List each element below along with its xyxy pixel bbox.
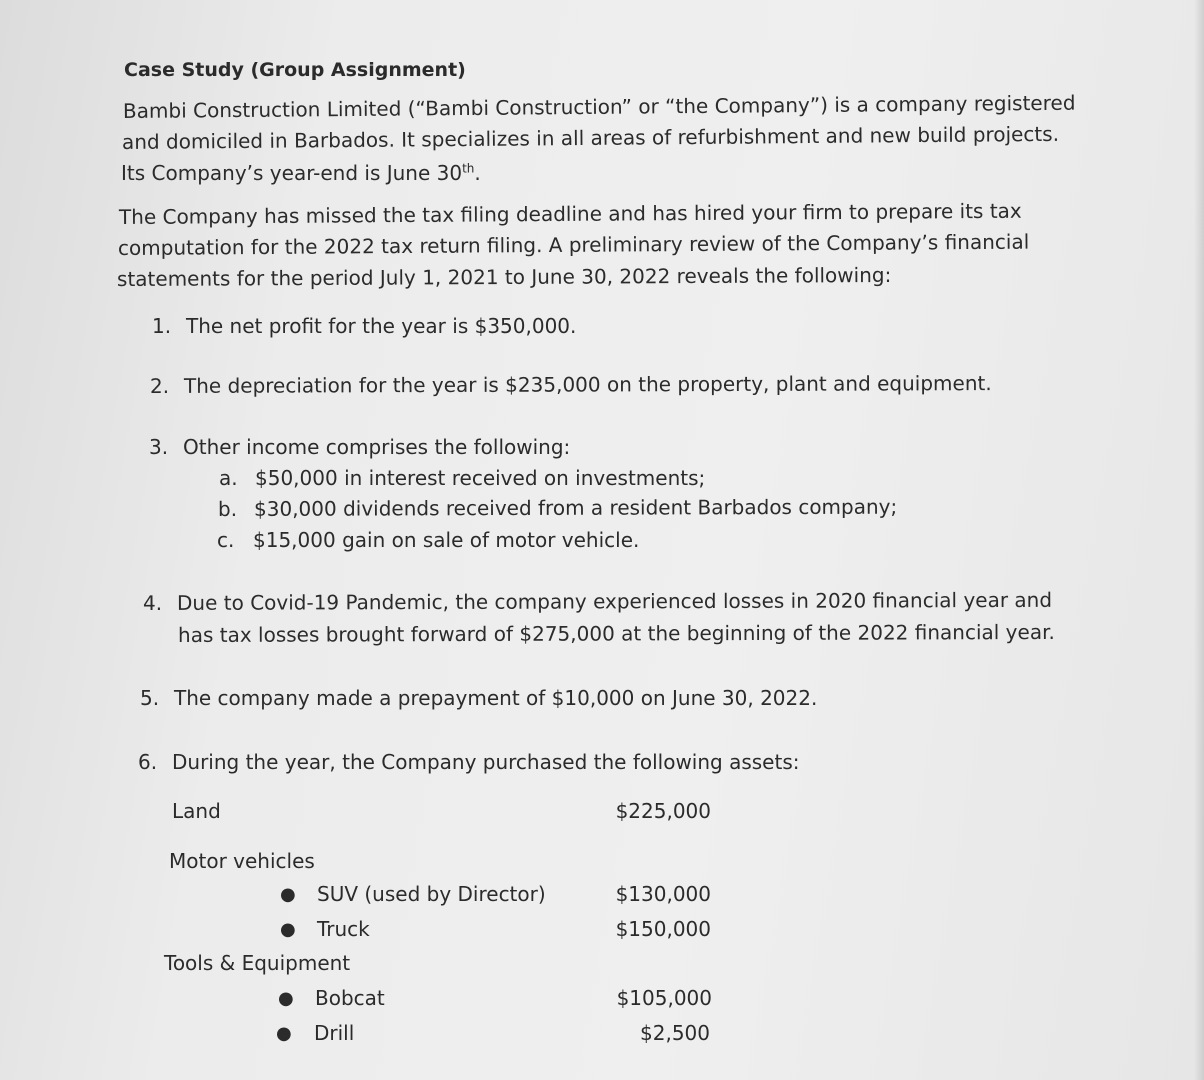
intro-line-1: Bambi Construction Limited (“Bambi Construction” or “the Company”) is a company registered [122, 90, 1076, 123]
asset-label-bobcat: Bobcat [315, 986, 385, 1010]
list-item-continuation: has tax losses brought forward of $275,000 at the beginning of the 2022 financial year. [177, 619, 1055, 647]
asset-amount-bobcat: $105,000 [616, 986, 712, 1010]
para2-line-3: statements for the period July 1, 2021 to June 30, 2022 reveals the following: [116, 262, 892, 291]
page-edge-shadow [1194, 0, 1204, 1080]
list-item: 2. The depreciation for the year is $235,000 on the property, plant and equipment. [149, 371, 992, 398]
bullet-icon: ● [280, 919, 296, 940]
asset-amount-truck: $150,000 [615, 917, 711, 941]
sub-list-item: c. $15,000 gain on sale of motor vehicle. [217, 528, 640, 552]
sub-list-item: b. $30,000 dividends received from a resident Barbados company; [217, 494, 898, 521]
asset-amount-suv: $130,000 [615, 882, 711, 906]
asset-label-land: Land [172, 799, 221, 823]
sub-list-item: a. $50,000 in interest received on investments; [219, 466, 706, 490]
list-item: 5. The company made a prepayment of $10,000 on June 30, 2022. [140, 686, 818, 710]
intro-line-2: and domiciled in Barbados. It specializes in all areas of refurbishment and new build projects. [121, 121, 1060, 154]
asset-amount-drill: $2,500 [640, 1021, 710, 1045]
asset-group-motor: Motor vehicles [169, 849, 315, 873]
document-heading: Case Study (Group Assignment) [124, 59, 466, 81]
para2-line-2: computation for the 2022 tax return filing. A preliminary review of the Company’s financial [117, 229, 1030, 260]
list-item: 6. During the year, the Company purchased the following assets: [138, 750, 800, 774]
list-item: 3. Other income comprises the following: [149, 435, 571, 459]
asset-label-truck: Truck [317, 917, 370, 941]
asset-group-tools: Tools & Equipment [164, 951, 351, 975]
bullet-icon: ● [280, 884, 296, 905]
list-item: 1. The net profit for the year is $350,000. [152, 314, 577, 338]
list-item: 4. Due to Covid-19 Pandemic, the company experienced losses in 2020 financial year and [142, 587, 1053, 615]
asset-label-drill: Drill [314, 1021, 355, 1045]
intro-line-3: Its Company’s year-end is June 30th. [121, 161, 481, 185]
bullet-icon: ● [276, 1023, 292, 1044]
asset-amount-land: $225,000 [615, 799, 711, 823]
asset-label-suv: SUV (used by Director) [317, 882, 546, 906]
para2-line-1: The Company has missed the tax filing deadline and has hired your firm to prepare its tax [118, 198, 1022, 229]
bullet-icon: ● [278, 988, 294, 1009]
